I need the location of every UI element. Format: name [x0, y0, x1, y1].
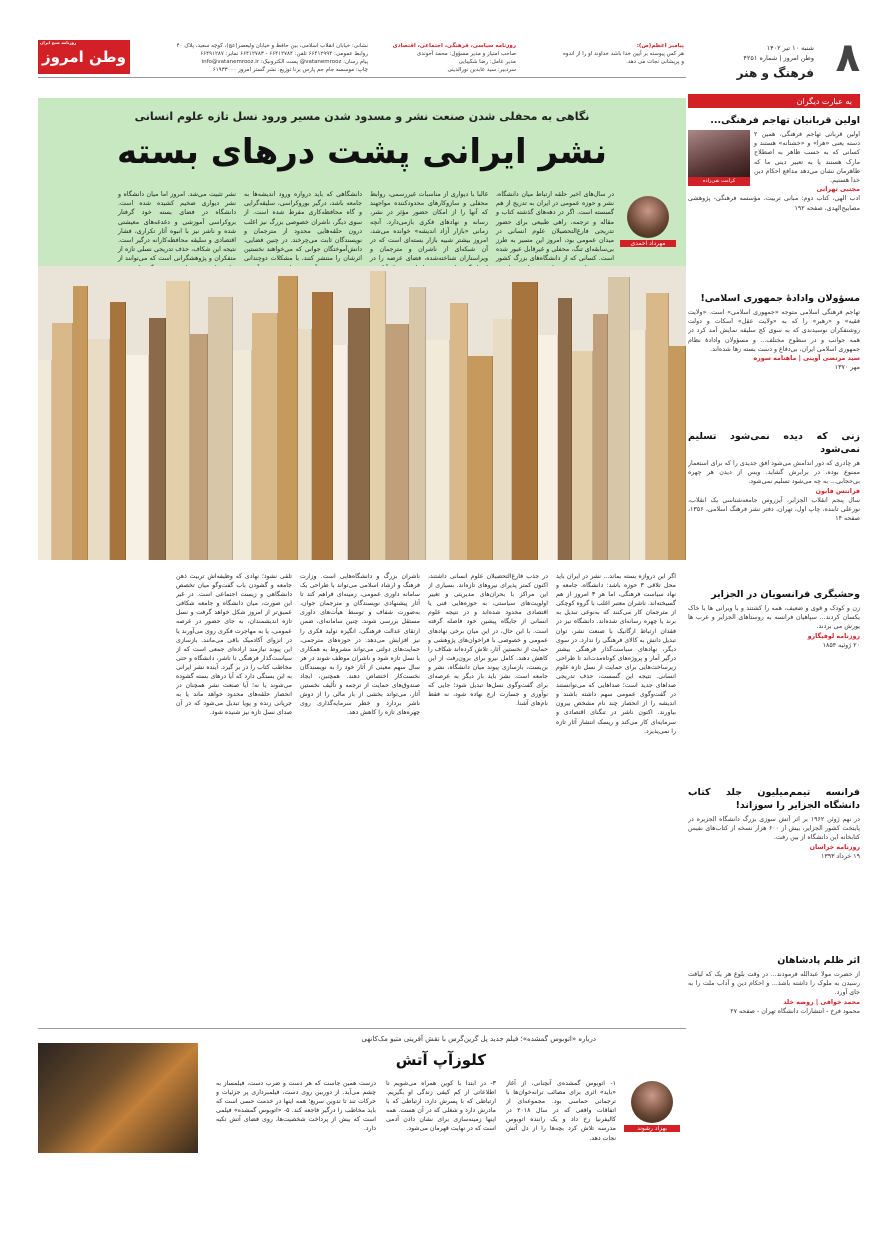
books-photo	[38, 266, 686, 560]
sidebar-item-title: زنی که دیده نمی‌شود تسلیم نمی‌شود	[688, 431, 860, 455]
book-spine	[348, 308, 370, 560]
feature-headline[interactable]: نشر ایرانی پشت درهای بسته	[117, 132, 607, 172]
book-spine	[110, 302, 126, 560]
sidebar-item-author: سید مرتضی آوینی | ماهنامه سوره	[753, 355, 860, 363]
review-column-2: ۳- در ابتدا با کوین همراه می‌شویم تا اطلاعاتی از کم کیفی زندگی او بگیریم. ارتباطی که با پسرش دارد، ارتباطی که با مادرش دارد و شغلی که در آن هست. همه اینها زمینه‌سازی برای نشان دادن آدمی است که در نهایت قهرمان می‌شود.	[386, 1080, 496, 1133]
masthead-editor: سردبیر: سید عابدین نورالدینی	[447, 67, 516, 73]
feature-column-2: غالبا با دیواری از مناسبات غیررسمی، روابط محفلی و سازوکارهای محدودکننده مواجهند که آنها را از امکان حضور مؤثر در نشر، رسانه و نهادهای فکری بازمی‌دارد. آنچه زمانی «بازار آزاد اندیشه» خوانده می‌شد، امروز بیشتر شبیه بازار بسته‌ای است که در آن شبکه‌ای از ناشران و مترجمان و ویراستاران شناخته‌شده، فضای عرضه را در	[370, 191, 488, 263]
sidebar-item-author: مجتبی تهرانی	[816, 186, 860, 194]
issue-number: وطن امروز | شماره ۴۲۵۱	[743, 54, 814, 62]
book-spine	[370, 271, 386, 560]
sidebar-header-bar: به عبارت دیگران	[688, 94, 860, 108]
sidebar-item-1	[688, 114, 860, 284]
feature-article	[38, 98, 686, 560]
sidebar-item-author: محمد خوافی | روضه خلد	[783, 998, 860, 1006]
feature-column-1: در سال‌های اخیر حلقه ارتباط میان دانشگاه، نشر و حوزه عمومی در ایران به تدریج از هم گسسته است. اگر در دهه‌های گذشته کتاب و مقاله و ترجمه، راهی طبیعی برای حضور تدریجی فارغ‌التحصیلان علوم انسانی در میدان عمومی بود، امروز این مسیر به طرز بی‌سابقه‌ای تنگ، محفلی و غیرقابل عبور شده است. کسانی که از دانشگاه‌های بزرگ کشور	[496, 191, 614, 263]
masthead-owner: صاحب امتیاز و مدیر مسؤول: محمد آخوندی	[416, 51, 516, 57]
book-spine	[572, 351, 593, 560]
sidebar-item-6	[688, 954, 860, 1232]
quote-source: پیامبر اعظم(ص):	[636, 43, 684, 49]
sidebar	[688, 35, 860, 1233]
book-spine	[252, 313, 278, 560]
book-spine	[208, 297, 233, 560]
review-column-1: ۱- اتوبوس گمشده‌ی آنچنانی، از آغاز «باید» اثری برای مصائب ترانه‌خوان‌ها با ترجمانی حماسی بود. مجموعه‌ای از اتفاقات واقعی که در سال ۲۰۱۸ در کالیفرنیا رخ داد و یک راننده اتوبوس مدرسه تلاش کرد بچه‌ها را از دل آتش نجات دهد.	[506, 1080, 616, 1142]
sidebar-item-source: مهر ۱۳۷۰	[834, 364, 860, 372]
film-review	[38, 1028, 686, 1233]
newspaper-logo[interactable]	[38, 40, 130, 74]
section-title: فرهنگ و هنر	[736, 66, 814, 80]
sidebar-item-source: محمود فرخ - انتشارات دانشگاه تهران - صفحه ۲۷	[730, 1007, 860, 1015]
review-kicker: درباره «اتوبوس گمشده»؛ فیلم جدید پل گرین‌گرس با نقش آفرینی متیو مک‌کانهی	[361, 1035, 596, 1043]
book-spine	[493, 319, 512, 560]
sidebar-item-source: ۱۹ خرداد ۱۳۹۳	[820, 852, 860, 860]
feature-author	[620, 196, 676, 254]
sidebar-item-source: سال پنجم انقلاب الجزایر، آیزروس جامعه‌شناسی یک انقلاب، نورعلی تابنده، چاپ اول، تهران، دفتر نشر فرهنگ اسلامی، ۱۳۵۶، صفحه ۱۴	[688, 496, 860, 523]
book-spine	[630, 330, 646, 560]
book-spine	[126, 355, 149, 560]
review-author	[624, 1081, 680, 1132]
book-spine	[450, 303, 468, 560]
book-spine	[52, 323, 73, 560]
book-spine	[593, 314, 608, 560]
author-photo	[627, 196, 669, 238]
book-spine	[333, 345, 348, 560]
book-spine	[298, 329, 312, 560]
masthead-phones: روابط عمومی: ۶۶۴۱۲۹۹۴ تلفن: ۶۶۴۱۲۷۸۴ - ۶۶۴۱۲۷۸۳ نمابر: ۶۶۴۹۱۲۸۷	[200, 51, 368, 57]
author-name: مهرداد احمدی	[620, 240, 676, 247]
review-column-3: درست همین جاست که هر دست و ضرب دست، فیلمساز به چشم می‌آید. از دوربین روی دست، فیلمبرداری پر جزئیات و حرکات تند تا تدوین سریع؛ همه اینها در خدمت حسی است که باید مخاطب را درگیر فاجعه کند. ۵- «اتوبوس گمشده» فیلمی است که بیش از پرداخت شخصیت‌ها، روی فضای آتش تکیه دارد.	[216, 1080, 376, 1133]
sidebar-item-5	[688, 786, 860, 946]
sidebar-item-text: اولین قربانی تهاجم فرهنگی، همین ۲ دسته یعنی «هرا» و «خشتانه» هستند و کسانی که به حسب ظاهر به اصطلاح مارک هستند یا به تعبیر دینی ما که ظاهرمان نشان می‌دهد مدافع احکام دین خدا هستیم.	[754, 131, 860, 185]
book-spine	[669, 346, 686, 560]
book-spine	[646, 293, 669, 560]
sidebar-item-source: ۲۰ ژوئیه ۱۸۵۴	[822, 641, 860, 649]
book-spine	[409, 287, 426, 560]
sidebar-item-source: ادب الهی، کتاب دوم: مبانی تربیت، مؤسسه فرهنگی- پژوهشی مصابیح‌الهدی، صفحه ۱۹۲	[688, 195, 860, 212]
film-still-photo	[38, 1043, 198, 1153]
author-photo-label: کرامت نقی‌زاده	[688, 177, 750, 186]
masthead-type: روزنامه سیاسی، فرهنگی، اجتماعی، اقتصادی	[392, 43, 516, 49]
sidebar-item-author: روزنامه خراسان	[809, 843, 860, 851]
quote-line-1: هر کس پیوسته بر آیین خدا باشد خداوند او را از اندوه	[563, 51, 684, 57]
sidebar-item-title: وحشیگری فرانسویان در الجزایر	[711, 589, 860, 600]
sidebar-item-title: فرانسه تیمم‌میلیون جلد کتاب دانشگاه الجزایر را سوزاند!	[688, 787, 860, 811]
body-column-3: ناشران بزرگ و دانشگاه‌هایی است. وزارت فرهنگ و ارشاد اسلامی می‌تواند با طراحی یک سامانه داوری عمومی، زمینه‌ای فراهم کند تا آثار پیشنهادی نویسندگان و مترجمان جوان، به‌صورت شفاف و توسط هیأت‌های داوری مستقل بررسی شوند. چنین سامانه‌ای، ضمن ارتقای عدالت فرهنگی، انگیزه تولید فکری را نیز افزایش می‌دهد. در حوزه‌های مترجمی، حمایت‌های دولتی می‌تواند مشروط به همکاری با نسل تازه شود و ناشران موظف شوند در هر سال سهم معینی از آثار خود را به نویسندگان نخست‌کار اختصاص دهند. همچنین، ایجاد صندوق‌های حمایت از ترجمه و تألیف نخستین آثار، می‌تواند بخشی از بار مالی را از دوش ناشر بردارد و خطر سرمایه‌گذاری روی چهره‌های تازه را کاهش دهد.	[300, 573, 420, 717]
masthead	[38, 38, 686, 78]
masthead-ceo: مدیر عامل: رضا شکیبایی	[458, 59, 516, 65]
feature-column-4: نشر تثبیت می‌شد. امروز اما میان دانشگاه و نشر دیواری ضخیم کشیده شده است. دانشگاه در فضای بسته خود گرفتار بروکراسی آموزشی و دغدغه‌های معیشتی شده و ناشر نیز با انبوه آثار تکراری، فشار اقتصادی و سلیقه محافظه‌کارانه درگیر است. نتیجه این شکاف، حذف تدریجی نسلی تازه از متفکران و پژوهشگرانی است که می‌توانند از	[118, 191, 236, 263]
book-spine	[538, 335, 558, 560]
page-number: ۸	[835, 35, 860, 81]
book-spine	[38, 360, 52, 560]
book-spine	[312, 292, 333, 560]
book-spine	[278, 276, 298, 560]
feature-kicker: نگاهی به محفلی شدن صنعت نشر و مسدود شدن مسیر ورود نسل تازه علوم انسانی	[134, 110, 590, 123]
book-spine	[190, 334, 208, 560]
logo-tagline: روزنامه صبح ایران	[40, 40, 77, 45]
masthead-staff	[376, 42, 516, 74]
book-spine	[88, 339, 110, 560]
sidebar-item-text: از حضرت مولا عبدالله فرمودند... در وقت بلوغ هر یک که لیاقت رسیدن به ملوک را داشته باشد... و احکام دین و آداب ملت را به جای آورد.	[688, 971, 860, 997]
masthead-contact	[138, 42, 368, 74]
body-column-4: تلقی نشود؛ نهادی که وظیفه‌اش تربیت ذهن جامعه و گشودن باب گفت‌وگو میان تخصص دانشگاهی و زیست اجتماعی است. در غیر این صورت، میان دانشگاه و جامعه شکافی عمیق‌تر از امروز شکل خواهد گرفت و نسل تازه اندیشمندان، به جای حضور در عرصه عمومی، یا به مهاجرت فکری روی می‌آورند یا در انزوای آکادمیک باقی می‌مانند. بازسازی این پیوند نیازمند اراده‌ای جمعی است که از سیاست‌گذار فرهنگی تا ناشر، دانشگاه و حتی مخاطب کتاب را در بر گیرد. آینده نشر ایرانی به این بستگی دارد که آیا درهای بسته گشوده می‌شوند یا نه؛ آیا صنعت نشر همچنان در انحصار حلقه‌های محدود خواهد ماند یا به جریانی زنده و پویا تبدیل می‌شود که در آن صدای نسل تازه نیز شنیده شود.	[176, 573, 292, 717]
book-spine	[558, 298, 572, 560]
book-spine	[166, 281, 190, 560]
body-column-1: اگر این دروازه بسته بماند... نشر در ایران باید محل تلاقی ۳ حوزه باشد: دانشگاه، جامعه و نهاد سیاست فرهنگی، اما هر ۳ امروز از هم گسیخته‌اند. ناشران معتبر اغلب با گروه کوچکی از مترجمان کار می‌کنند که به‌نوعی تبدیل به برند یا چهره رسانه‌ای شده‌اند. دانشگاه نیز در فقدان ارتباط ارگانیک با صنعت نشر، توان تبدیل دانش به کالای فرهنگی را ندارد. در سوی دیگر، نهادهای سیاست‌گذار فرهنگی بیشتر درگیر آمار و پروژه‌های کوتاه‌مدت‌اند تا طراحی زیرساخت‌هایی برای حمایت از نسل تازه علوم انسانی. نتیجه این گسست، حذف تدریجی صداهای جدید است؛ صداهایی که می‌توانستند در گفت‌وگوی عمومی سهم داشته باشند و اندیشه را از انحصار چند نام مشخص بیرون بیاورند. اکنون ناشر در تنگنای اقتصادی و سرمایه‌ای کار می‌کند و ریسک انتشار آثار تازه را نمی‌پذیرد.	[556, 573, 676, 735]
sidebar-item-title: اثر ظلم پادشاهان	[777, 955, 860, 966]
sidebar-item-title: اولین قربانیان تهاجم فرهنگی...	[710, 115, 860, 126]
book-spine	[468, 356, 493, 560]
logo-text: وطن امروز	[42, 48, 126, 66]
sidebar-item-2	[688, 292, 860, 422]
book-spine	[73, 286, 88, 560]
masthead-print: چاپ: موسسه جام جم پارس برنا توزیع: نشر گستر امروز ۶۱۹۳۳۰۰۰	[212, 67, 368, 73]
sidebar-item-author: روزنامه لوفیگارو	[807, 632, 860, 640]
book-spine	[512, 282, 538, 560]
book-spine	[233, 350, 252, 560]
book-spine	[608, 277, 630, 560]
sidebar-item-author: فرانتس فانون	[815, 487, 860, 495]
body-column-2: در جذب فارغ‌التحصیلان علوم انسانی داشتند، اکنون کمتر پذیرای نیروهای تازه‌اند. بسیاری از این مراکز با بحران‌های مدیریتی و تغییر اولویت‌های سیاستی، به حوزه‌هایی فنی یا اقتصادی محدود شده‌اند و در نتیجه علوم انسانی از جایگاه پیشین خود فاصله گرفته است. با این حال، در این میان برخی نهادهای عمومی و خصوصی با فراخوان‌های پژوهشی و حمایت از نخستین آثار، تلاش کرده‌اند شکاف را کاهش دهند. کامل نیرو برای برون‌رفت از این بن‌بست، بازسازی پیوند میان دانشگاه، نشر و جامعه است. نشر باید بار دیگر به عرصه‌ای برای گفت‌وگوی نسل‌ها تبدیل شود؛ جایی که نوآوری و جسارت ارج نهاده شود، نه فقط نام‌های آشنا.	[428, 573, 548, 708]
sidebar-item-text: زن و کودک و قوی و ضعیف، همه را کشتند و با ویرانی ها با خاک یکسان کردند... سپاهیان فرانسه به روستاهای الجزایر و عرب ها یورش می بردند.	[688, 605, 860, 631]
author-photo	[631, 1081, 673, 1123]
author-name: بهزاد رشوند	[624, 1125, 680, 1132]
sidebar-item-text: در نهم ژوئن ۱۹۶۲ بر اثر آتش سوزی بزرگ دانشگاه الجزیره در پایتخت کشور الجزایر، بیش از ۶۰۰ هزار نسخه از کتاب‌های نفیس کتابخانه این دانشگاه از بین رفت.	[688, 816, 860, 842]
sidebar-item-4	[688, 588, 860, 778]
book-spine	[149, 318, 166, 560]
issue-date: شنبه ۱۰ تیر ۱۴۰۲	[766, 44, 814, 52]
book-spine	[386, 324, 409, 560]
book-spine	[426, 340, 450, 560]
sidebar-item-3	[688, 430, 860, 580]
quote-line-2: و پریشانی نجات می دهد.	[626, 59, 684, 65]
sidebar-item-text: هر چادری که دور اندامش می‌شود افق جدیدی را که برای استعمار ممنوع بوده، در برابرش گشاید. ویس از دیدن هر چهره بی‌حجابی... به چه می‌شود تسلیم نمی‌شود.	[688, 460, 860, 486]
review-headline[interactable]: کلوزآپ آتش	[395, 1051, 486, 1069]
sidebar-item-text: تهاجم فرهنگی اسلامی متوجه «جمهوری اسلامی» است. «ولایت فقیه» و «رهبر» را که به «ولایت عقل» اسکات و دولت روشنفکران نوسیدندی که به سوی کج سلیقه نمایش آمد کرد در همه جوانب و در سطوح مختلف... و مسؤولان وادادهٔ نظام جمهوری اسلامی ایران، بی‌دفاع و دست بسته رها شده‌اند.	[688, 309, 860, 353]
author-photo	[688, 130, 750, 186]
feature-column-3: دانشگاهی که باید دروازه ورود اندیشه‌ها به جامعه باشد، درگیر بوروکراسی، سلیقه‌گرایی و گاه محافظه‌کاری مفرط شده است. از سوی دیگر، ناشران خصوصی بزرگ نیز اغلب درون حلقه‌هایی محدود از مترجمان و نویسندگان ثابت می‌چرخند. در چنین فضایی، دانش‌آموختگان جوانی که می‌خواهند نخستین اثرشان را منتشر کنند، با مشکلات دوچندانی	[244, 191, 362, 263]
sidebar-item-title: مسؤولان وادادهٔ جمهوری اسلامی!	[700, 293, 860, 304]
masthead-address: نشانی: خیابان انقلاب اسلامی، بین حافظ و خیابان ولیعصر(عج)، کوچه سعید، پلاک ۴۰	[176, 43, 368, 49]
masthead-quote	[528, 42, 684, 66]
masthead-email[interactable]: پیام رسان: vatanemrooz@ پست الکترونیک: info@vatanemrooz.ir	[201, 59, 368, 65]
